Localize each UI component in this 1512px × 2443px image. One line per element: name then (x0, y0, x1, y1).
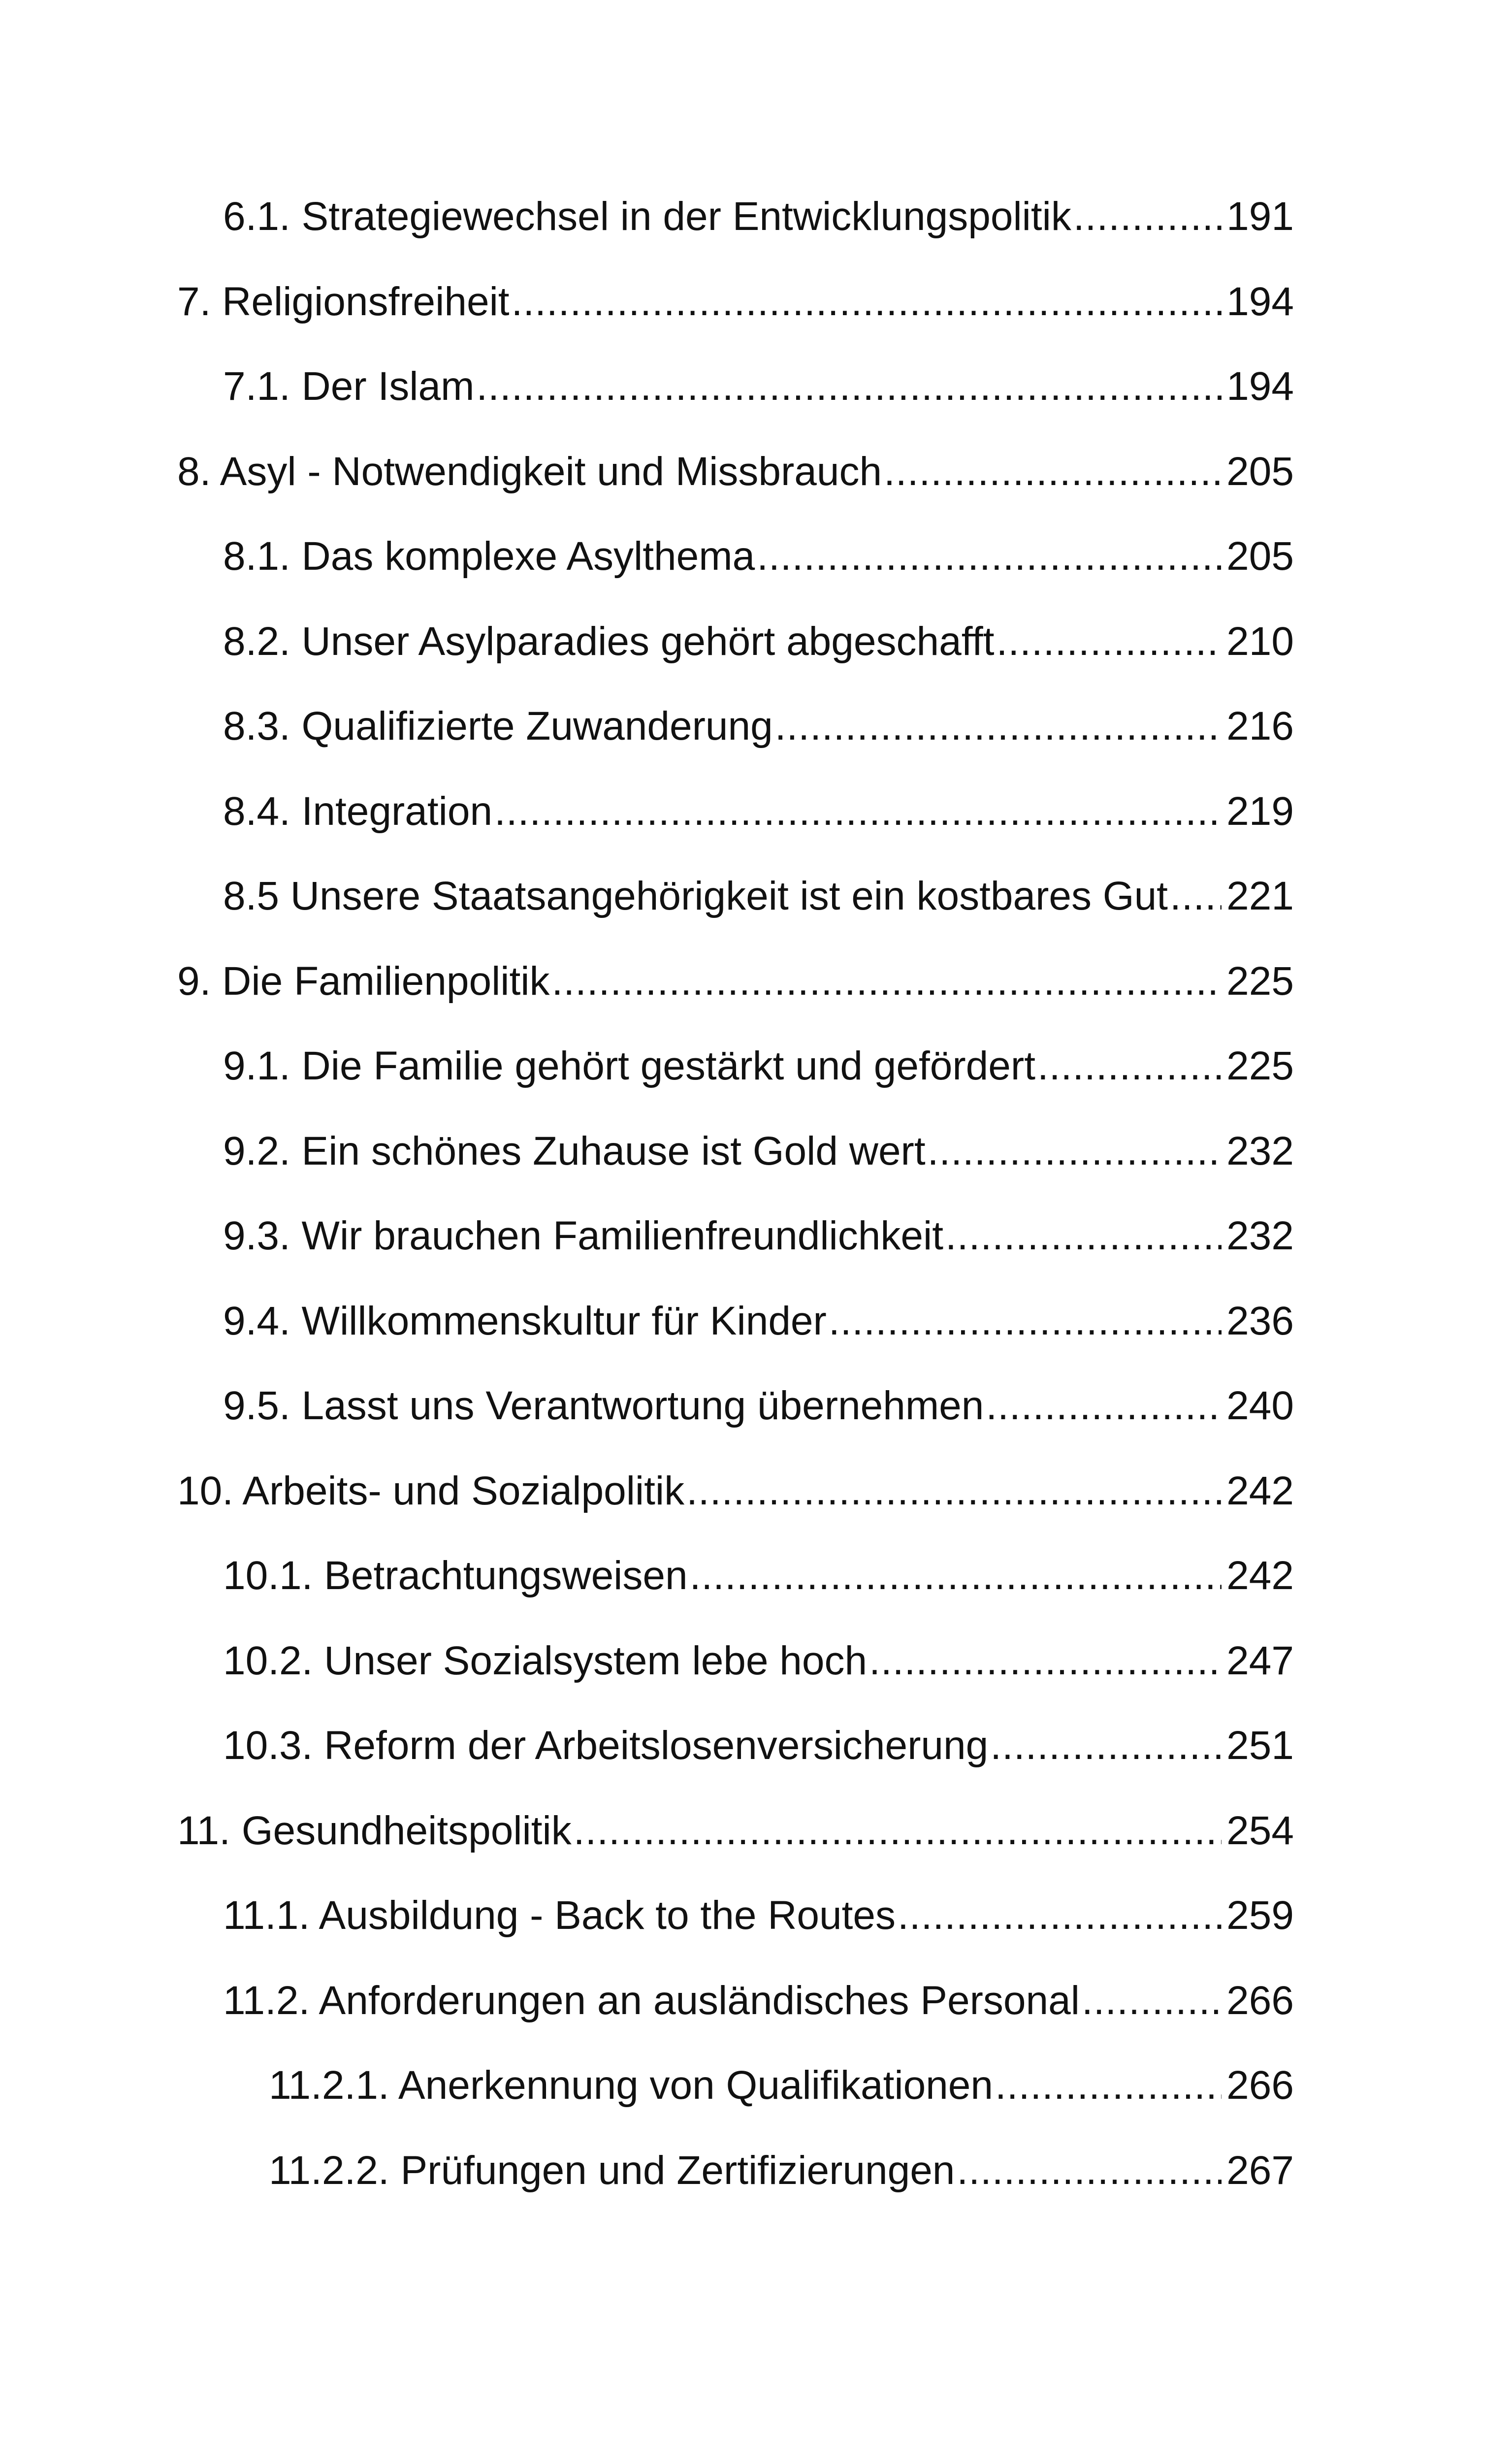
toc-entry (177, 684, 1294, 769)
toc-dot-leader (1073, 196, 1222, 237)
toc-entry-title: 8. Asyl - Notwendigkeit und Missbrauch (177, 449, 882, 494)
toc-dot-leader (986, 1386, 1222, 1426)
toc-entry-title: 7.1. Der Islam (223, 364, 475, 409)
toc-entry-page-number: 254 (1226, 1808, 1294, 1853)
toc-dot-leader (512, 282, 1222, 322)
toc-entry-page-number: 242 (1226, 1468, 1294, 1513)
toc-entry-title: 11.1. Ausbildung - Back to the Routes (223, 1893, 896, 1938)
toc-entry-page-number: 247 (1226, 1638, 1294, 1683)
toc-entry (177, 1958, 1294, 2044)
toc-entry-page-number: 251 (1226, 1723, 1294, 1768)
toc-entry-page-number: 225 (1226, 1043, 1294, 1089)
toc-entry-page-number: 266 (1226, 2063, 1294, 2108)
toc-entry-title: 11.2.1. Anerkennung von Qualifikationen (269, 2063, 993, 2108)
toc-entry (177, 514, 1294, 599)
toc-entry (177, 1279, 1294, 1364)
toc-dot-leader (928, 1131, 1222, 1172)
toc-entry-page-number: 205 (1226, 449, 1294, 494)
table-of-contents (177, 174, 1294, 2213)
toc-dot-leader (1037, 1046, 1222, 1086)
toc-entry-page-number: 210 (1226, 619, 1294, 664)
toc-entry (177, 174, 1294, 260)
toc-entry-title: 11. Gesundheitspolitik (177, 1808, 572, 1853)
toc-dot-leader (574, 1811, 1222, 1851)
toc-entry-page-number: 232 (1226, 1213, 1294, 1259)
toc-dot-leader (898, 1895, 1222, 1936)
toc-dot-leader (775, 706, 1222, 747)
toc-entry-title: 9.3. Wir brauchen Familienfreundlichkeit (223, 1213, 943, 1259)
toc-entry (177, 260, 1294, 345)
toc-entry-page-number: 225 (1226, 958, 1294, 1004)
toc-dot-leader (829, 1301, 1222, 1341)
toc-entry (177, 939, 1294, 1024)
toc-entry (177, 1109, 1294, 1194)
toc-dot-leader (690, 1556, 1222, 1596)
toc-dot-leader (869, 1641, 1222, 1681)
toc-entry (177, 1364, 1294, 1449)
toc-entry-page-number: 232 (1226, 1128, 1294, 1173)
toc-entry-title: 10. Arbeits- und Sozialpolitik (177, 1468, 685, 1513)
toc-entry-page-number: 216 (1226, 704, 1294, 749)
toc-entry-page-number: 266 (1226, 1978, 1294, 2023)
toc-entry-title: 6.1. Strategiewechsel in der Entwicklungspolitik (223, 194, 1071, 239)
toc-entry-page-number: 191 (1226, 194, 1294, 239)
toc-dot-leader (1082, 1981, 1222, 2021)
toc-entry-title: 8.3. Qualifizierte Zuwanderung (223, 704, 773, 749)
toc-entry-title: 10.1. Betrachtungsweisen (223, 1553, 688, 1598)
toc-entry-page-number: 242 (1226, 1553, 1294, 1598)
toc-entry (177, 854, 1294, 939)
toc-entry-title: 9. Die Familienpolitik (177, 958, 550, 1004)
toc-dot-leader (945, 1216, 1222, 1256)
toc-entry-title: 8.1. Das komplexe Asylthema (223, 534, 755, 579)
toc-dot-leader (884, 452, 1222, 492)
toc-entry-title: 8.5 Unsere Staatsangehörigkeit ist ein kostbares Gut (223, 874, 1168, 919)
toc-entry (177, 769, 1294, 854)
toc-entry (177, 1194, 1294, 1279)
toc-dot-leader (957, 2150, 1222, 2191)
toc-entry (177, 1619, 1294, 1704)
toc-entry-page-number: 267 (1226, 2148, 1294, 2193)
toc-dot-leader (995, 2065, 1222, 2106)
toc-entry-page-number: 205 (1226, 534, 1294, 579)
toc-dot-leader (476, 366, 1222, 407)
toc-entry-page-number: 240 (1226, 1383, 1294, 1429)
toc-entry-title: 11.2. Anforderungen an ausländisches Personal (223, 1978, 1080, 2023)
toc-entry-title: 9.4. Willkommenskultur für Kinder (223, 1298, 827, 1343)
toc-entry (177, 1024, 1294, 1109)
toc-entry (177, 599, 1294, 684)
toc-entry-title: 9.2. Ein schönes Zuhause ist Gold wert (223, 1128, 926, 1173)
toc-entry-page-number: 219 (1226, 788, 1294, 834)
toc-entry-title: 9.5. Lasst uns Verantwortung übernehmen (223, 1383, 984, 1429)
toc-entry (177, 2043, 1294, 2128)
toc-dot-leader (494, 791, 1222, 832)
toc-entry (177, 1533, 1294, 1619)
toc-entry-page-number: 259 (1226, 1893, 1294, 1938)
toc-entry (177, 344, 1294, 429)
toc-entry (177, 1789, 1294, 1874)
toc-dot-leader (997, 621, 1222, 662)
toc-entry-page-number: 221 (1226, 874, 1294, 919)
toc-entry-page-number: 236 (1226, 1298, 1294, 1343)
toc-entry-title: 8.2. Unser Asylparadies gehört abgeschafft (223, 619, 995, 664)
toc-entry-title: 8.4. Integration (223, 788, 493, 834)
toc-entry-title: 11.2.2. Prüfungen und Zertifizierungen (269, 2148, 955, 2193)
toc-entry-title: 10.3. Reform der Arbeitslosenversicherung (223, 1723, 989, 1768)
toc-dot-leader (552, 961, 1222, 1002)
toc-dot-leader (757, 536, 1222, 577)
toc-dot-leader (686, 1471, 1222, 1511)
toc-entry-page-number: 194 (1226, 364, 1294, 409)
toc-entry (177, 2128, 1294, 2214)
toc-entry (177, 1873, 1294, 1958)
toc-entry (177, 1703, 1294, 1789)
toc-entry-title: 9.1. Die Familie gehört gestärkt und gefördert (223, 1043, 1035, 1089)
toc-entry-title: 10.2. Unser Sozialsystem lebe hoch (223, 1638, 868, 1683)
toc-entry (177, 1449, 1294, 1534)
toc-entry-title: 7. Religionsfreiheit (177, 279, 510, 324)
toc-dot-leader (1170, 876, 1222, 916)
toc-entry (177, 429, 1294, 515)
toc-entry-page-number: 194 (1226, 279, 1294, 324)
toc-dot-leader (990, 1726, 1222, 1766)
